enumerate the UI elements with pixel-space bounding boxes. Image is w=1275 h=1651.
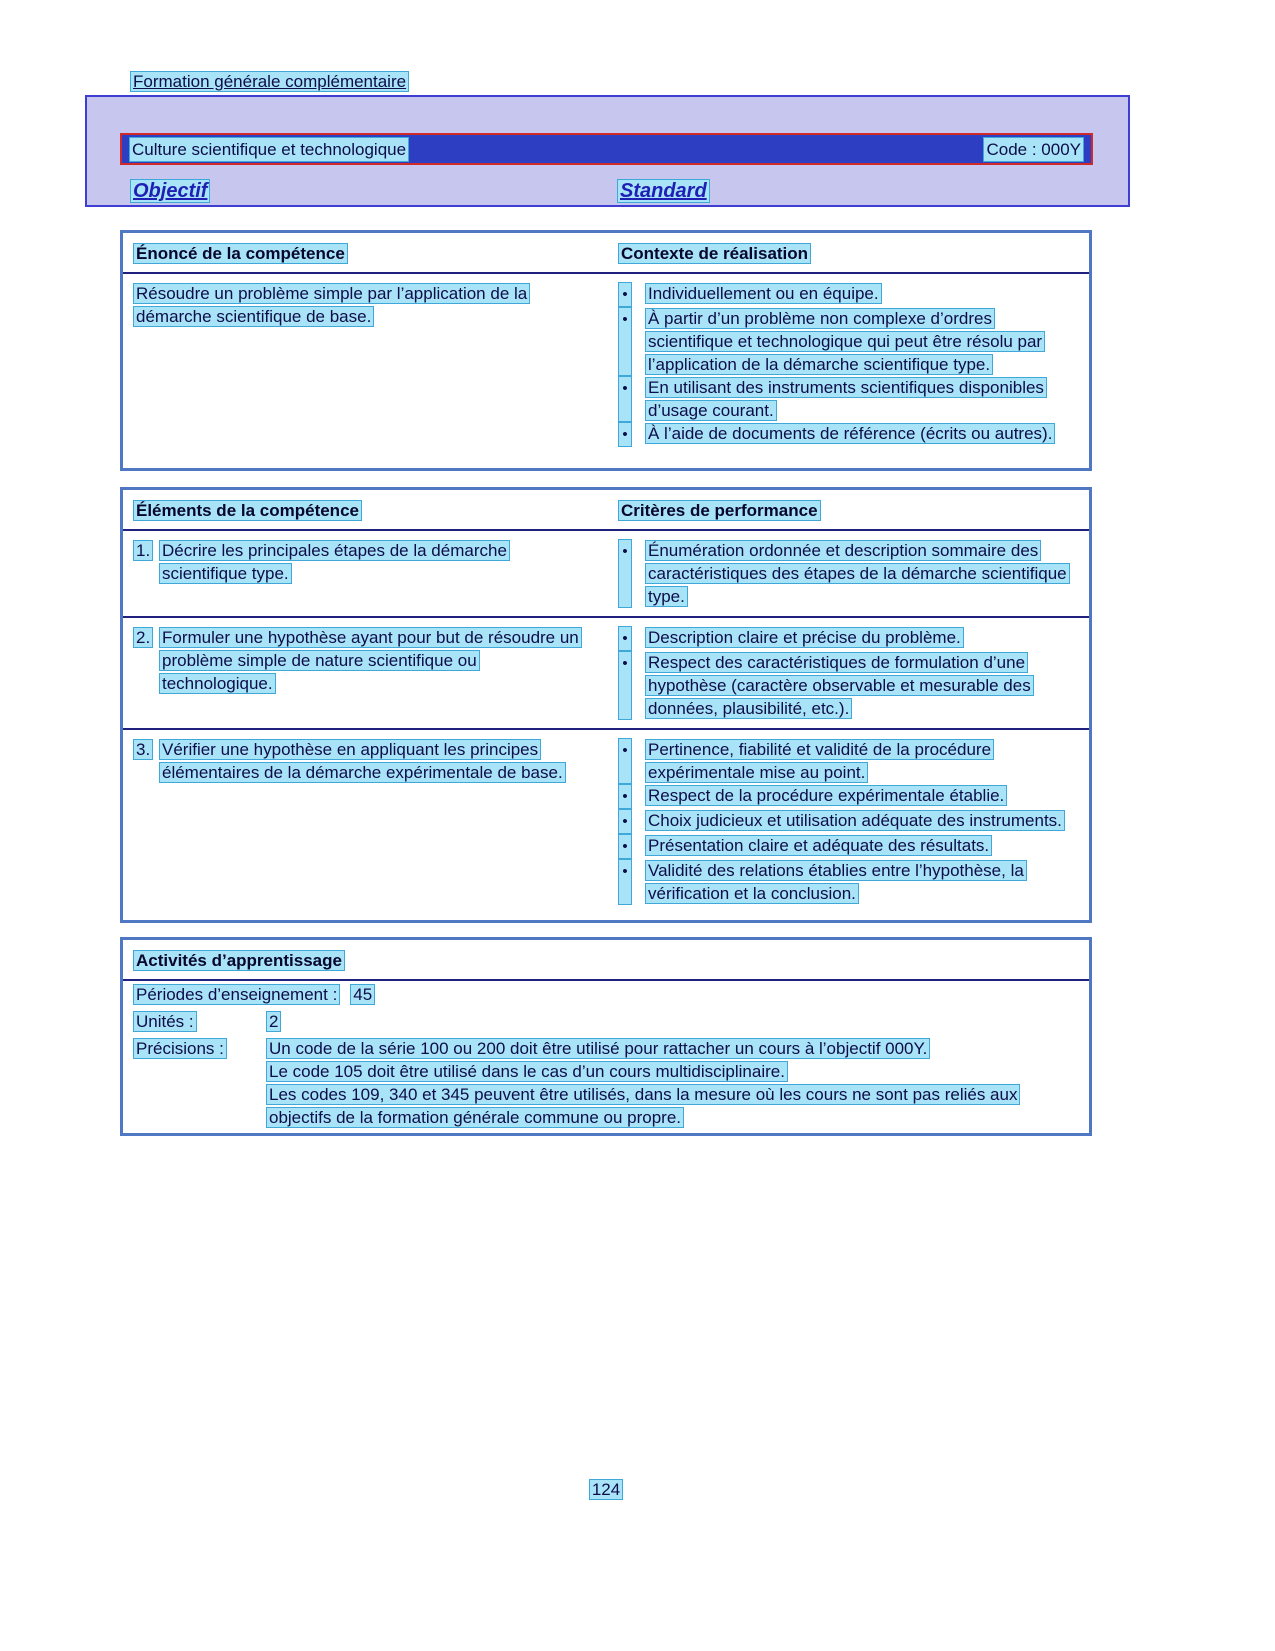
criteria-list	[618, 738, 1079, 905]
contexte-item-text: En utilisant des instruments scientifiques disponibles d’usage courant.	[645, 377, 1047, 421]
column-header-enonce: Énoncé de la compétence	[133, 243, 348, 264]
contexte-list	[618, 282, 1079, 447]
element-row-1	[123, 531, 1089, 616]
list-item	[618, 626, 1079, 651]
criterion-text: Respect des caractéristiques de formulation d’une hypothèse (caractère observable et mesurable des données, plausibilité, etc.).	[645, 652, 1034, 719]
element-number: 1.	[133, 540, 153, 561]
bullet-icon: •	[618, 539, 632, 608]
list-item	[618, 809, 1079, 834]
element-cell	[133, 626, 618, 720]
header-banner	[85, 95, 1130, 207]
periodes-label: Périodes d’enseignement :	[133, 984, 340, 1005]
bullet-icon: •	[618, 784, 632, 809]
header-cell-enonce	[133, 242, 618, 265]
list-item	[618, 539, 1079, 608]
breadcrumb	[130, 70, 409, 93]
list-item	[618, 282, 1079, 307]
bullet-icon: •	[618, 626, 632, 651]
bullet-icon: •	[618, 834, 632, 859]
bullet-icon: •	[618, 282, 632, 307]
precisions-row	[123, 1035, 1089, 1131]
header-cell-contexte	[618, 242, 1079, 265]
page-number-text: 124	[589, 1479, 623, 1500]
course-title-bar	[120, 133, 1093, 165]
enonce-text: Résoudre un problème simple par l’application de la démarche scientifique de base.	[133, 283, 530, 327]
criterion-text: Choix judicieux et utilisation adéquate des instruments.	[645, 810, 1065, 831]
list-item	[618, 738, 1079, 784]
periodes-row	[123, 981, 1089, 1008]
element-number: 3.	[133, 739, 153, 760]
contexte-item-text: Individuellement ou en équipe.	[645, 283, 882, 304]
list-item	[618, 651, 1079, 720]
bullet-icon: •	[618, 738, 632, 784]
activites-table	[120, 937, 1092, 1136]
objectif-heading	[130, 180, 210, 203]
bullet-icon: •	[618, 307, 632, 376]
competence-table-header-row	[123, 233, 1089, 272]
criterion-text: Validité des relations établies entre l’hypothèse, la vérification et la conclusion.	[645, 860, 1027, 904]
criteria-list	[618, 539, 1079, 608]
element-cell	[133, 738, 618, 905]
element-text: Formuler une hypothèse ayant pour but de résoudre un problème simple de nature scientifique ou technologique.	[159, 627, 582, 694]
element-row-2	[123, 618, 1089, 728]
bullet-icon: •	[618, 376, 632, 422]
periodes-value: 45	[350, 984, 375, 1005]
precision-line	[266, 1083, 1069, 1129]
objectif-label: Objectif	[130, 179, 210, 203]
elements-table	[120, 487, 1092, 923]
precision-line	[266, 1037, 1069, 1060]
list-item	[618, 422, 1079, 447]
criterion-text: Respect de la procédure expérimentale établie.	[645, 785, 1007, 806]
competence-table	[120, 230, 1092, 471]
standard-heading	[617, 180, 710, 203]
list-item	[618, 784, 1079, 809]
header-cell-elements	[133, 499, 618, 522]
unites-value: 2	[266, 1011, 281, 1032]
element-text: Vérifier une hypothèse en appliquant les principes élémentaires de la démarche expérimentale de base.	[159, 739, 566, 783]
activites-header-row	[123, 940, 1089, 979]
criteria-cell	[618, 626, 1079, 720]
precisions-text	[266, 1037, 1079, 1129]
element-text: Décrire les principales étapes de la démarche scientifique type.	[159, 540, 510, 584]
column-header-contexte: Contexte de réalisation	[618, 243, 811, 264]
page-number	[0, 1478, 1212, 1501]
element-cell	[133, 539, 618, 608]
contexte-item-text: À partir d’un problème non complexe d’ordres scientifique et technologique qui peut être résolu par l’application de la démarche scientifique type.	[645, 308, 1045, 375]
criteria-cell	[618, 539, 1079, 608]
elements-table-header-row	[123, 490, 1089, 529]
element-row-3	[123, 730, 1089, 913]
precision-line-text: Le code 105 doit être utilisé dans le cas d’un cours multidisciplinaire.	[266, 1061, 788, 1082]
unites-label: Unités :	[133, 1011, 197, 1032]
criteria-cell	[618, 738, 1079, 905]
list-item	[618, 859, 1079, 905]
contexte-item-text: À l’aide de documents de référence (écrits ou autres).	[645, 423, 1055, 444]
competence-row	[123, 274, 1089, 455]
column-header-elements: Éléments de la compétence	[133, 500, 362, 521]
precision-line	[266, 1060, 1069, 1083]
list-item	[618, 307, 1079, 376]
header-cell-criteres	[618, 499, 1079, 522]
bullet-icon: •	[618, 809, 632, 834]
breadcrumb-text: Formation générale complémentaire	[130, 71, 409, 92]
criterion-text: Pertinence, fiabilité et validité de la procédure expérimentale mise au point.	[645, 739, 994, 783]
contexte-cell	[618, 282, 1079, 447]
standard-label: Standard	[617, 179, 710, 203]
precision-line-text: Un code de la série 100 ou 200 doit être utilisé pour rattacher un cours à l’objectif 000Y.	[266, 1038, 930, 1059]
course-code: Code : 000Y	[983, 137, 1084, 162]
bullet-icon: •	[618, 651, 632, 720]
bullet-icon: •	[618, 859, 632, 905]
criterion-text: Présentation claire et adéquate des résultats.	[645, 835, 992, 856]
list-item	[618, 376, 1079, 422]
criterion-text: Description claire et précise du problème.	[645, 627, 964, 648]
course-title: Culture scientifique et technologique	[129, 137, 409, 162]
element-number: 2.	[133, 627, 153, 648]
activites-header: Activités d’apprentissage	[133, 950, 345, 971]
list-item	[618, 834, 1079, 859]
bullet-icon: •	[618, 422, 632, 447]
enonce-cell	[133, 282, 618, 447]
criterion-text: Énumération ordonnée et description sommaire des caractéristiques des étapes de la démarche scientifique type.	[645, 540, 1070, 607]
unites-row	[123, 1008, 1089, 1035]
precision-line-text: Les codes 109, 340 et 345 peuvent être utilisés, dans la mesure où les cours ne sont pas reliés aux objectifs de la formation générale commune ou propre.	[266, 1084, 1020, 1128]
criteria-list	[618, 626, 1079, 720]
precisions-label: Précisions :	[133, 1038, 227, 1059]
column-header-criteres: Critères de performance	[618, 500, 821, 521]
